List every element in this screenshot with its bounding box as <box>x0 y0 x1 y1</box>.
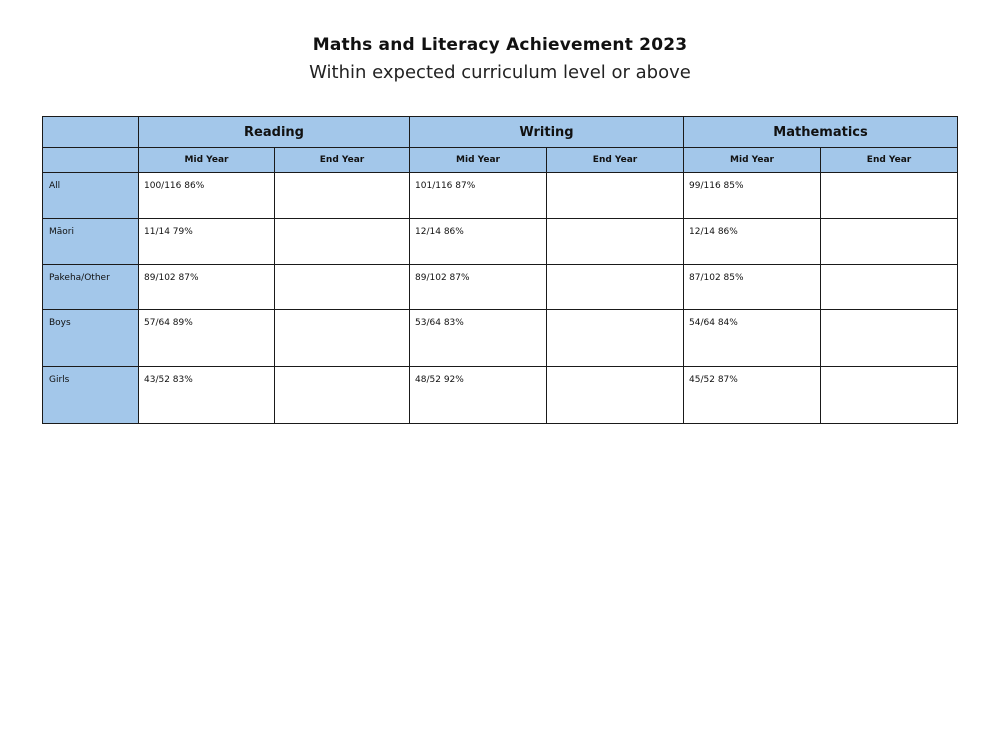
maths-mid-year-cell: 99/116 85% <box>684 173 821 219</box>
reading-end-year-cell <box>275 367 410 424</box>
maths-end-year-cell <box>821 219 958 265</box>
writing-mid-year-cell: 48/52 92% <box>410 367 547 424</box>
writing-mid-year-header: Mid Year <box>410 148 547 173</box>
reading-mid-year-cell: 100/116 86% <box>139 173 275 219</box>
row-label-boys: Boys <box>43 310 139 367</box>
writing-mid-year-cell: 12/14 86% <box>410 219 547 265</box>
row-label-girls: Girls <box>43 367 139 424</box>
writing-end-year-cell <box>547 219 684 265</box>
reading-end-year-cell <box>275 265 410 310</box>
reading-end-year-cell <box>275 173 410 219</box>
writing-mid-year-cell: 101/116 87% <box>410 173 547 219</box>
period-header-row <box>43 148 958 173</box>
table-row <box>43 219 958 265</box>
writing-end-year-cell <box>547 310 684 367</box>
writing-end-year-cell <box>547 367 684 424</box>
reading-end-year-cell <box>275 219 410 265</box>
reading-mid-year-cell: 57/64 89% <box>139 310 275 367</box>
maths-mid-year-cell: 87/102 85% <box>684 265 821 310</box>
writing-end-year-cell <box>547 265 684 310</box>
writing-mid-year-cell: 53/64 83% <box>410 310 547 367</box>
reading-mid-year-cell: 89/102 87% <box>139 265 275 310</box>
row-label-maori: Māori <box>43 219 139 265</box>
maths-end-year-cell <box>821 310 958 367</box>
maths-end-year-header: End Year <box>821 148 958 173</box>
row-label-all: All <box>43 173 139 219</box>
table-row <box>43 173 958 219</box>
writing-header: Writing <box>410 117 684 148</box>
reading-header: Reading <box>139 117 410 148</box>
table-row <box>43 367 958 424</box>
corner-header-cell <box>43 117 139 148</box>
row-label-pakeha-other: Pakeha/Other <box>43 265 139 310</box>
writing-end-year-cell <box>547 173 684 219</box>
maths-mid-year-cell: 54/64 84% <box>684 310 821 367</box>
writing-end-year-header: End Year <box>547 148 684 173</box>
maths-mid-year-cell: 45/52 87% <box>684 367 821 424</box>
page-subtitle: Within expected curriculum level or above <box>309 62 691 83</box>
reading-end-year-cell <box>275 310 410 367</box>
maths-end-year-cell <box>821 265 958 310</box>
subject-header-row <box>43 117 958 148</box>
mathematics-header: Mathematics <box>684 117 958 148</box>
reading-mid-year-cell: 11/14 79% <box>139 219 275 265</box>
maths-end-year-cell <box>821 173 958 219</box>
maths-end-year-cell <box>821 367 958 424</box>
table-row <box>43 265 958 310</box>
reading-end-year-header: End Year <box>275 148 410 173</box>
reading-mid-year-header: Mid Year <box>139 148 275 173</box>
reading-mid-year-cell: 43/52 83% <box>139 367 275 424</box>
maths-mid-year-header: Mid Year <box>684 148 821 173</box>
achievement-table <box>42 116 958 424</box>
writing-mid-year-cell: 89/102 87% <box>410 265 547 310</box>
page-title: Maths and Literacy Achievement 2023 <box>312 35 688 55</box>
corner-subheader-cell <box>43 148 139 173</box>
maths-mid-year-cell: 12/14 86% <box>684 219 821 265</box>
table-row <box>43 310 958 367</box>
